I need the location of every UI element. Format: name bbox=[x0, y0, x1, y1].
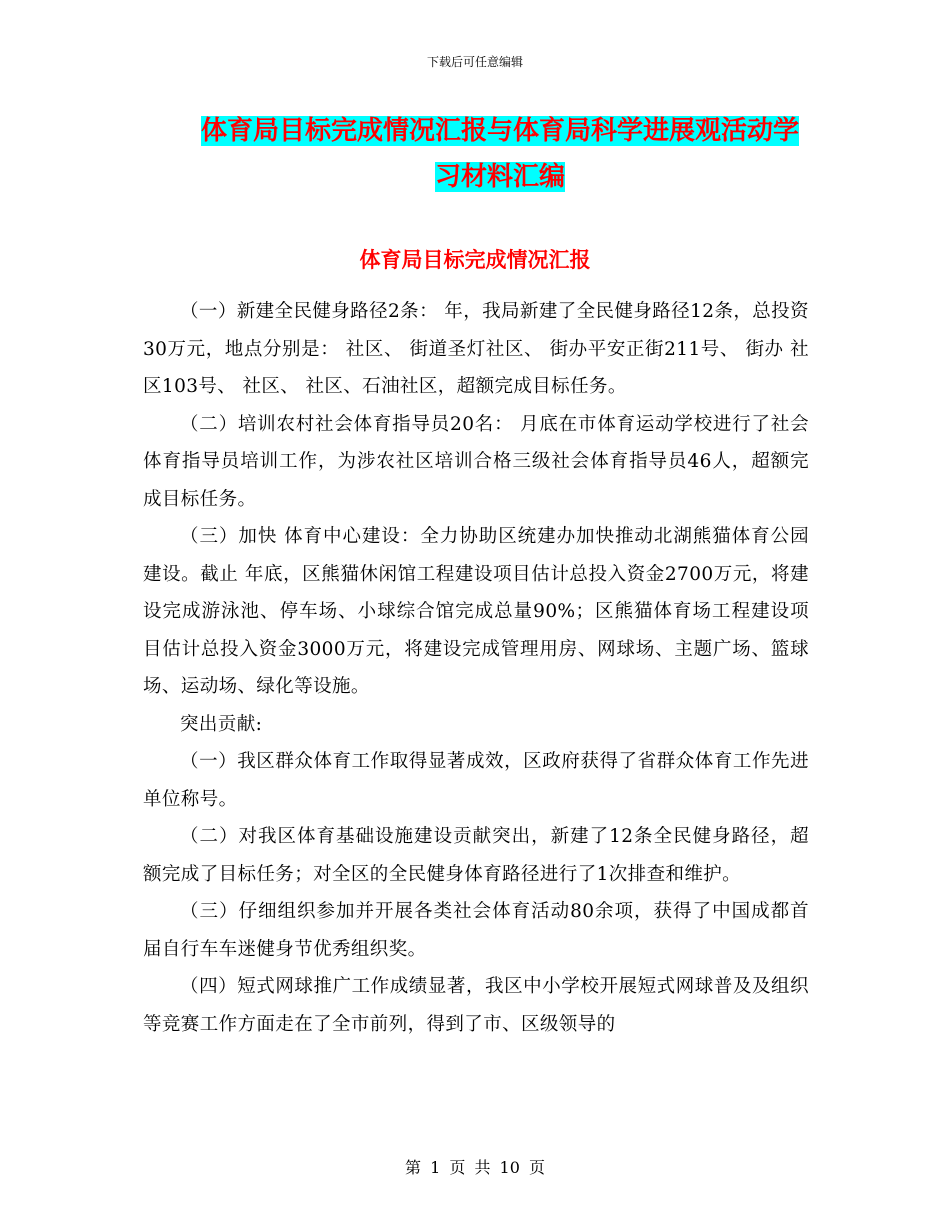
paragraph: （一）我区群众体育工作取得显著成效，区政府获得了省群众体育工作先进单位称号。 bbox=[143, 751, 809, 810]
document-title-line-1: 体育局目标完成情况汇报与体育局科学进展观活动学 bbox=[200, 116, 799, 146]
header-note: 下载后可任意编辑 bbox=[426, 55, 523, 69]
section-title: 体育局目标完成情况汇报 bbox=[359, 248, 591, 272]
paragraph: （一）新建全民健身路径2条： 年，我局新建了全民健身路径12条，总投资30万元，地点分别是： 社区、 街道圣灯社区、 街办平安正街211号、 街办 社区103号、 社区、 社区、石油社区，超额完成目标任务。 bbox=[143, 301, 809, 397]
paragraph: 突出贡献: bbox=[180, 713, 263, 735]
document-title bbox=[130, 108, 870, 200]
paragraph: （二）对我区体育基础设施建设贡献突出，新建了12条全民健身路径，超额完成了目标任务；对全区的全民健身体育路径进行了1次排查和维护。 bbox=[143, 826, 809, 885]
page-footer: 第 1 页 共 10 页 bbox=[405, 1158, 545, 1177]
paragraph: （四）短式网球推广工作成绩显著，我区中小学校开展短式网球普及及组织等竞赛工作方面走在了全市前列，得到了市、区级领导的 bbox=[143, 976, 809, 1035]
paragraph: （二）培训农村社会体育指导员20名： 月底在市体育运动学校进行了社会体育指导员培训工作，为涉农社区培训合格三级社会体育指导员46人，超额完成目标任务。 bbox=[143, 413, 809, 510]
document-title-line-2: 习材料汇编 bbox=[434, 162, 565, 192]
paragraph: （三）仔细组织参加并开展各类社会体育活动80余项，获得了中国成都首届自行车车迷健身节优秀组织奖。 bbox=[143, 901, 809, 960]
paragraph: （三）加快 体育中心建设：全力协助区统建办加快推动北湖熊猫体育公园建设。截止 年底，区熊猫休闲馆工程建设项目估计总投入资金2700万元，将建设完成游泳池、停车场、小球综合馆完成总量90%；区熊猫体育场工程建设项目估计总投入资金3000万元，将建设完成管理用房、网球场、主题广场、篮球场、运动场、绿化等设施。 bbox=[143, 526, 809, 697]
document-body bbox=[143, 293, 809, 1043]
